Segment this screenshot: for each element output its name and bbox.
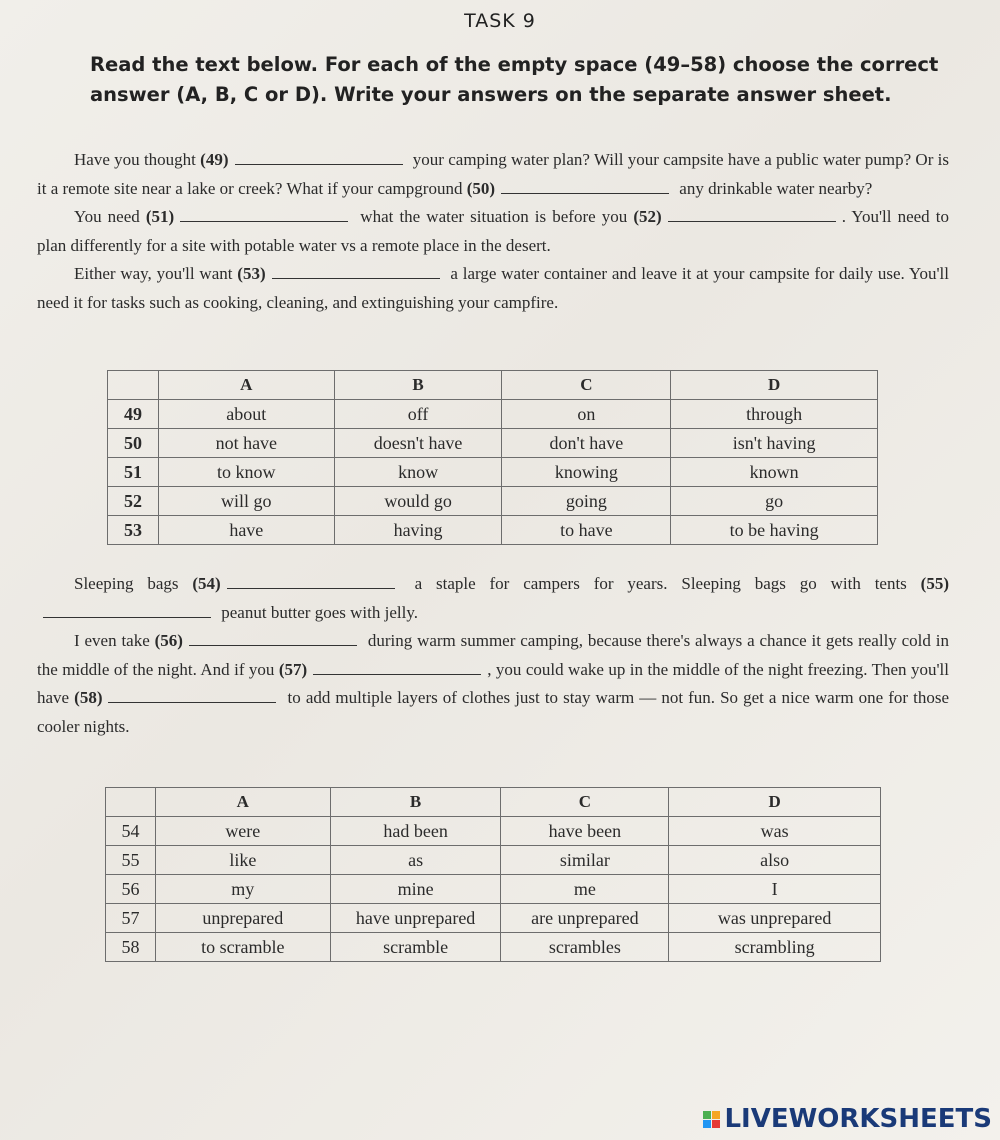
answer-blank-58[interactable] bbox=[108, 688, 276, 703]
option-a[interactable]: like bbox=[155, 846, 330, 875]
option-d[interactable]: to be having bbox=[671, 516, 878, 545]
task-title: TASK 9 bbox=[464, 10, 536, 32]
option-a[interactable]: will go bbox=[158, 487, 334, 516]
option-b[interactable]: as bbox=[330, 846, 501, 875]
table-row bbox=[108, 516, 878, 545]
answer-blank-57[interactable] bbox=[313, 660, 481, 675]
gap-number: (49) bbox=[200, 150, 229, 169]
option-b[interactable]: know bbox=[334, 458, 502, 487]
answer-blank-49[interactable] bbox=[235, 150, 403, 165]
paragraph: Have you thought (49) your camping water plan? Will your campsite have a public water pump? Or is it a remote site near a lake or creek? What if your campground (50) any drinkable water nearby? bbox=[37, 150, 949, 198]
liveworksheets-logo[interactable] bbox=[703, 1104, 992, 1134]
option-b[interactable]: had been bbox=[330, 817, 501, 846]
gap-number: (53) bbox=[237, 264, 266, 283]
answer-table-2 bbox=[105, 787, 881, 962]
option-a[interactable]: to know bbox=[158, 458, 334, 487]
option-b[interactable]: have unprepared bbox=[330, 904, 501, 933]
answer-blank-50[interactable] bbox=[501, 179, 669, 194]
option-d[interactable]: scrambling bbox=[669, 933, 881, 962]
question-number: 49 bbox=[108, 400, 159, 429]
option-c[interactable]: don't have bbox=[502, 429, 671, 458]
gap-number: (51) bbox=[145, 207, 175, 226]
option-d[interactable]: also bbox=[669, 846, 881, 875]
option-b[interactable]: mine bbox=[330, 875, 501, 904]
table-row bbox=[106, 817, 881, 846]
answer-blank-55[interactable] bbox=[43, 603, 211, 618]
gap-number: (55) bbox=[920, 574, 949, 593]
option-a[interactable]: not have bbox=[158, 429, 334, 458]
question-number: 55 bbox=[106, 846, 156, 875]
question-number: 51 bbox=[108, 458, 159, 487]
option-d[interactable]: was bbox=[669, 817, 881, 846]
option-a[interactable]: to scramble bbox=[155, 933, 330, 962]
column-header: C bbox=[502, 371, 671, 400]
option-b[interactable]: having bbox=[334, 516, 502, 545]
question-number: 53 bbox=[108, 516, 159, 545]
option-a[interactable]: my bbox=[155, 875, 330, 904]
table-row bbox=[106, 846, 881, 875]
gap-number: (50) bbox=[466, 178, 496, 198]
paragraph: Either way, you'll want (53) a large water container and leave it at your campsite for daily use. You'll need it for tasks such as cooking, cleaning, and extinguishing your campfire. bbox=[37, 264, 950, 312]
instructions: Read the text below. For each of the empty space (49–58) choose the correct answer (A, B, C or D). Write your answers on the separate answer sheet. bbox=[90, 53, 939, 106]
option-c[interactable]: scrambles bbox=[501, 933, 669, 962]
option-c[interactable]: going bbox=[502, 487, 671, 516]
answer-table-1 bbox=[107, 370, 878, 545]
column-header: C bbox=[501, 788, 669, 817]
table-header-row bbox=[106, 788, 881, 817]
option-a[interactable]: unprepared bbox=[155, 904, 330, 933]
table-row bbox=[108, 487, 878, 516]
option-d[interactable]: known bbox=[671, 458, 878, 487]
answer-blank-53[interactable] bbox=[272, 264, 440, 279]
column-header: A bbox=[155, 788, 330, 817]
option-d[interactable]: through bbox=[671, 400, 878, 429]
option-c[interactable]: knowing bbox=[502, 458, 671, 487]
option-b[interactable]: off bbox=[334, 400, 502, 429]
option-c[interactable]: to have bbox=[502, 516, 671, 545]
gap-number: (52) bbox=[633, 207, 662, 226]
table-row bbox=[106, 875, 881, 904]
table-row bbox=[106, 933, 881, 962]
paragraph: You need (51) what the water situation is before you (52) . You'll need to plan differently for a site with potable water vs a remote place in the desert. bbox=[37, 207, 949, 255]
question-number: 57 bbox=[106, 904, 156, 933]
table-row bbox=[108, 458, 878, 487]
gap-number: (54) bbox=[192, 574, 221, 593]
answer-blank-52[interactable] bbox=[668, 207, 836, 222]
column-header: A bbox=[158, 371, 334, 400]
gap-number: (56) bbox=[154, 631, 183, 650]
option-a[interactable]: were bbox=[155, 817, 330, 846]
question-number: 56 bbox=[106, 875, 156, 904]
paragraph: I even take (56) during warm summer camping, because there's always a chance it gets really cold in the middle of the night. And if you (57) , you could wake up in the middle of the night freezing. Then you'll have (58) to add multiple layers of clothes just to stay warm — not fun. So get a nice warm one for those cooler nights. bbox=[37, 631, 950, 736]
option-d[interactable]: I bbox=[669, 875, 881, 904]
answer-blank-54[interactable] bbox=[227, 574, 395, 589]
gap-number: (57) bbox=[278, 659, 308, 679]
answer-blank-51[interactable] bbox=[180, 207, 348, 222]
question-number: 58 bbox=[106, 933, 156, 962]
passage-1 bbox=[37, 146, 949, 317]
question-number: 54 bbox=[106, 817, 156, 846]
option-c[interactable]: similar bbox=[501, 846, 669, 875]
option-d[interactable]: go bbox=[671, 487, 878, 516]
option-c[interactable]: me bbox=[501, 875, 669, 904]
column-header: B bbox=[334, 371, 502, 400]
table-row bbox=[108, 400, 878, 429]
option-d[interactable]: isn't having bbox=[671, 429, 878, 458]
table-row bbox=[108, 429, 878, 458]
question-number: 52 bbox=[108, 487, 159, 516]
gap-number: (58) bbox=[74, 688, 103, 707]
column-header: D bbox=[669, 788, 881, 817]
answer-blank-56[interactable] bbox=[189, 631, 357, 646]
passage-2 bbox=[37, 570, 949, 741]
option-b[interactable]: scramble bbox=[330, 933, 501, 962]
option-c[interactable]: on bbox=[502, 400, 671, 429]
option-b[interactable]: doesn't have bbox=[334, 429, 502, 458]
liveworksheets-logo-icon bbox=[703, 1111, 720, 1128]
column-header: B bbox=[330, 788, 501, 817]
option-d[interactable]: was unprepared bbox=[669, 904, 881, 933]
option-b[interactable]: would go bbox=[334, 487, 502, 516]
column-header: D bbox=[671, 371, 878, 400]
option-c[interactable]: are unprepared bbox=[501, 904, 669, 933]
table-row bbox=[106, 904, 881, 933]
question-number: 50 bbox=[108, 429, 159, 458]
option-a[interactable]: about bbox=[158, 400, 334, 429]
logo-text: LIVEWORKSHEETS bbox=[724, 1104, 992, 1134]
paragraph: Sleeping bags (54) a staple for campers for years. Sleeping bags go with tents (55) peanut butter goes with jelly. bbox=[37, 570, 949, 627]
option-a[interactable]: have bbox=[158, 516, 334, 545]
table-header-row bbox=[108, 371, 878, 400]
option-c[interactable]: have been bbox=[501, 817, 669, 846]
